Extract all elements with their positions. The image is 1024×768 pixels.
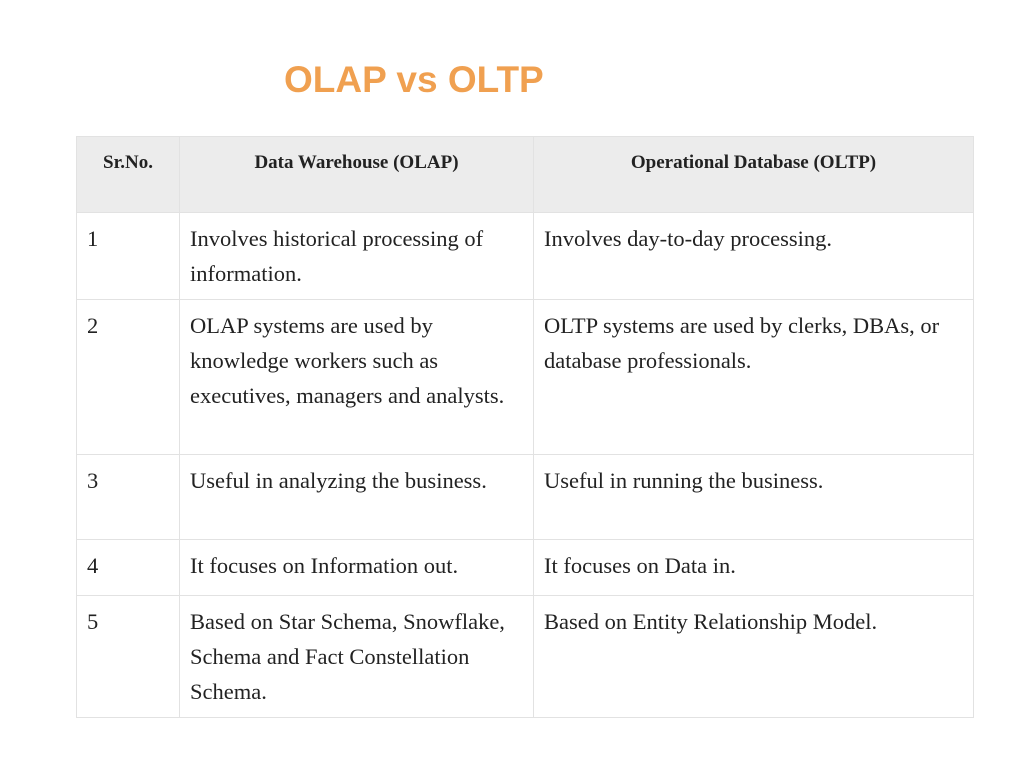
table-row (77, 455, 974, 540)
table-body (77, 213, 974, 718)
cell-sr-no: 1 (77, 213, 180, 300)
cell-sr-no: 3 (77, 455, 180, 540)
comparison-table (76, 136, 974, 718)
cell-olap: Based on Star Schema, Snowflake, Schema and Fact Constellation Schema. (180, 596, 534, 718)
table-row (77, 596, 974, 718)
cell-oltp: It focuses on Data in. (534, 540, 974, 596)
table-row (77, 300, 974, 455)
cell-oltp: Based on Entity Relationship Model. (534, 596, 974, 718)
header-oltp: Operational Database (OLTP) (534, 137, 974, 213)
cell-olap: Involves historical processing of information. (180, 213, 534, 300)
table-row (77, 540, 974, 596)
cell-sr-no: 5 (77, 596, 180, 718)
header-row (77, 137, 974, 213)
table-header (77, 137, 974, 213)
cell-olap: Useful in analyzing the business. (180, 455, 534, 540)
cell-sr-no: 2 (77, 300, 180, 455)
cell-sr-no: 4 (77, 540, 180, 596)
cell-oltp: Useful in running the business. (534, 455, 974, 540)
slide-title: OLAP vs OLTP (284, 59, 544, 100)
cell-oltp: OLTP systems are used by clerks, DBAs, or database professionals. (534, 300, 974, 455)
header-sr-no: Sr.No. (77, 137, 180, 213)
header-olap: Data Warehouse (OLAP) (180, 137, 534, 213)
cell-oltp: Involves day-to-day processing. (534, 213, 974, 300)
cell-olap: OLAP systems are used by knowledge workers such as executives, managers and analysts. (180, 300, 534, 455)
table-row (77, 213, 974, 300)
cell-olap: It focuses on Information out. (180, 540, 534, 596)
